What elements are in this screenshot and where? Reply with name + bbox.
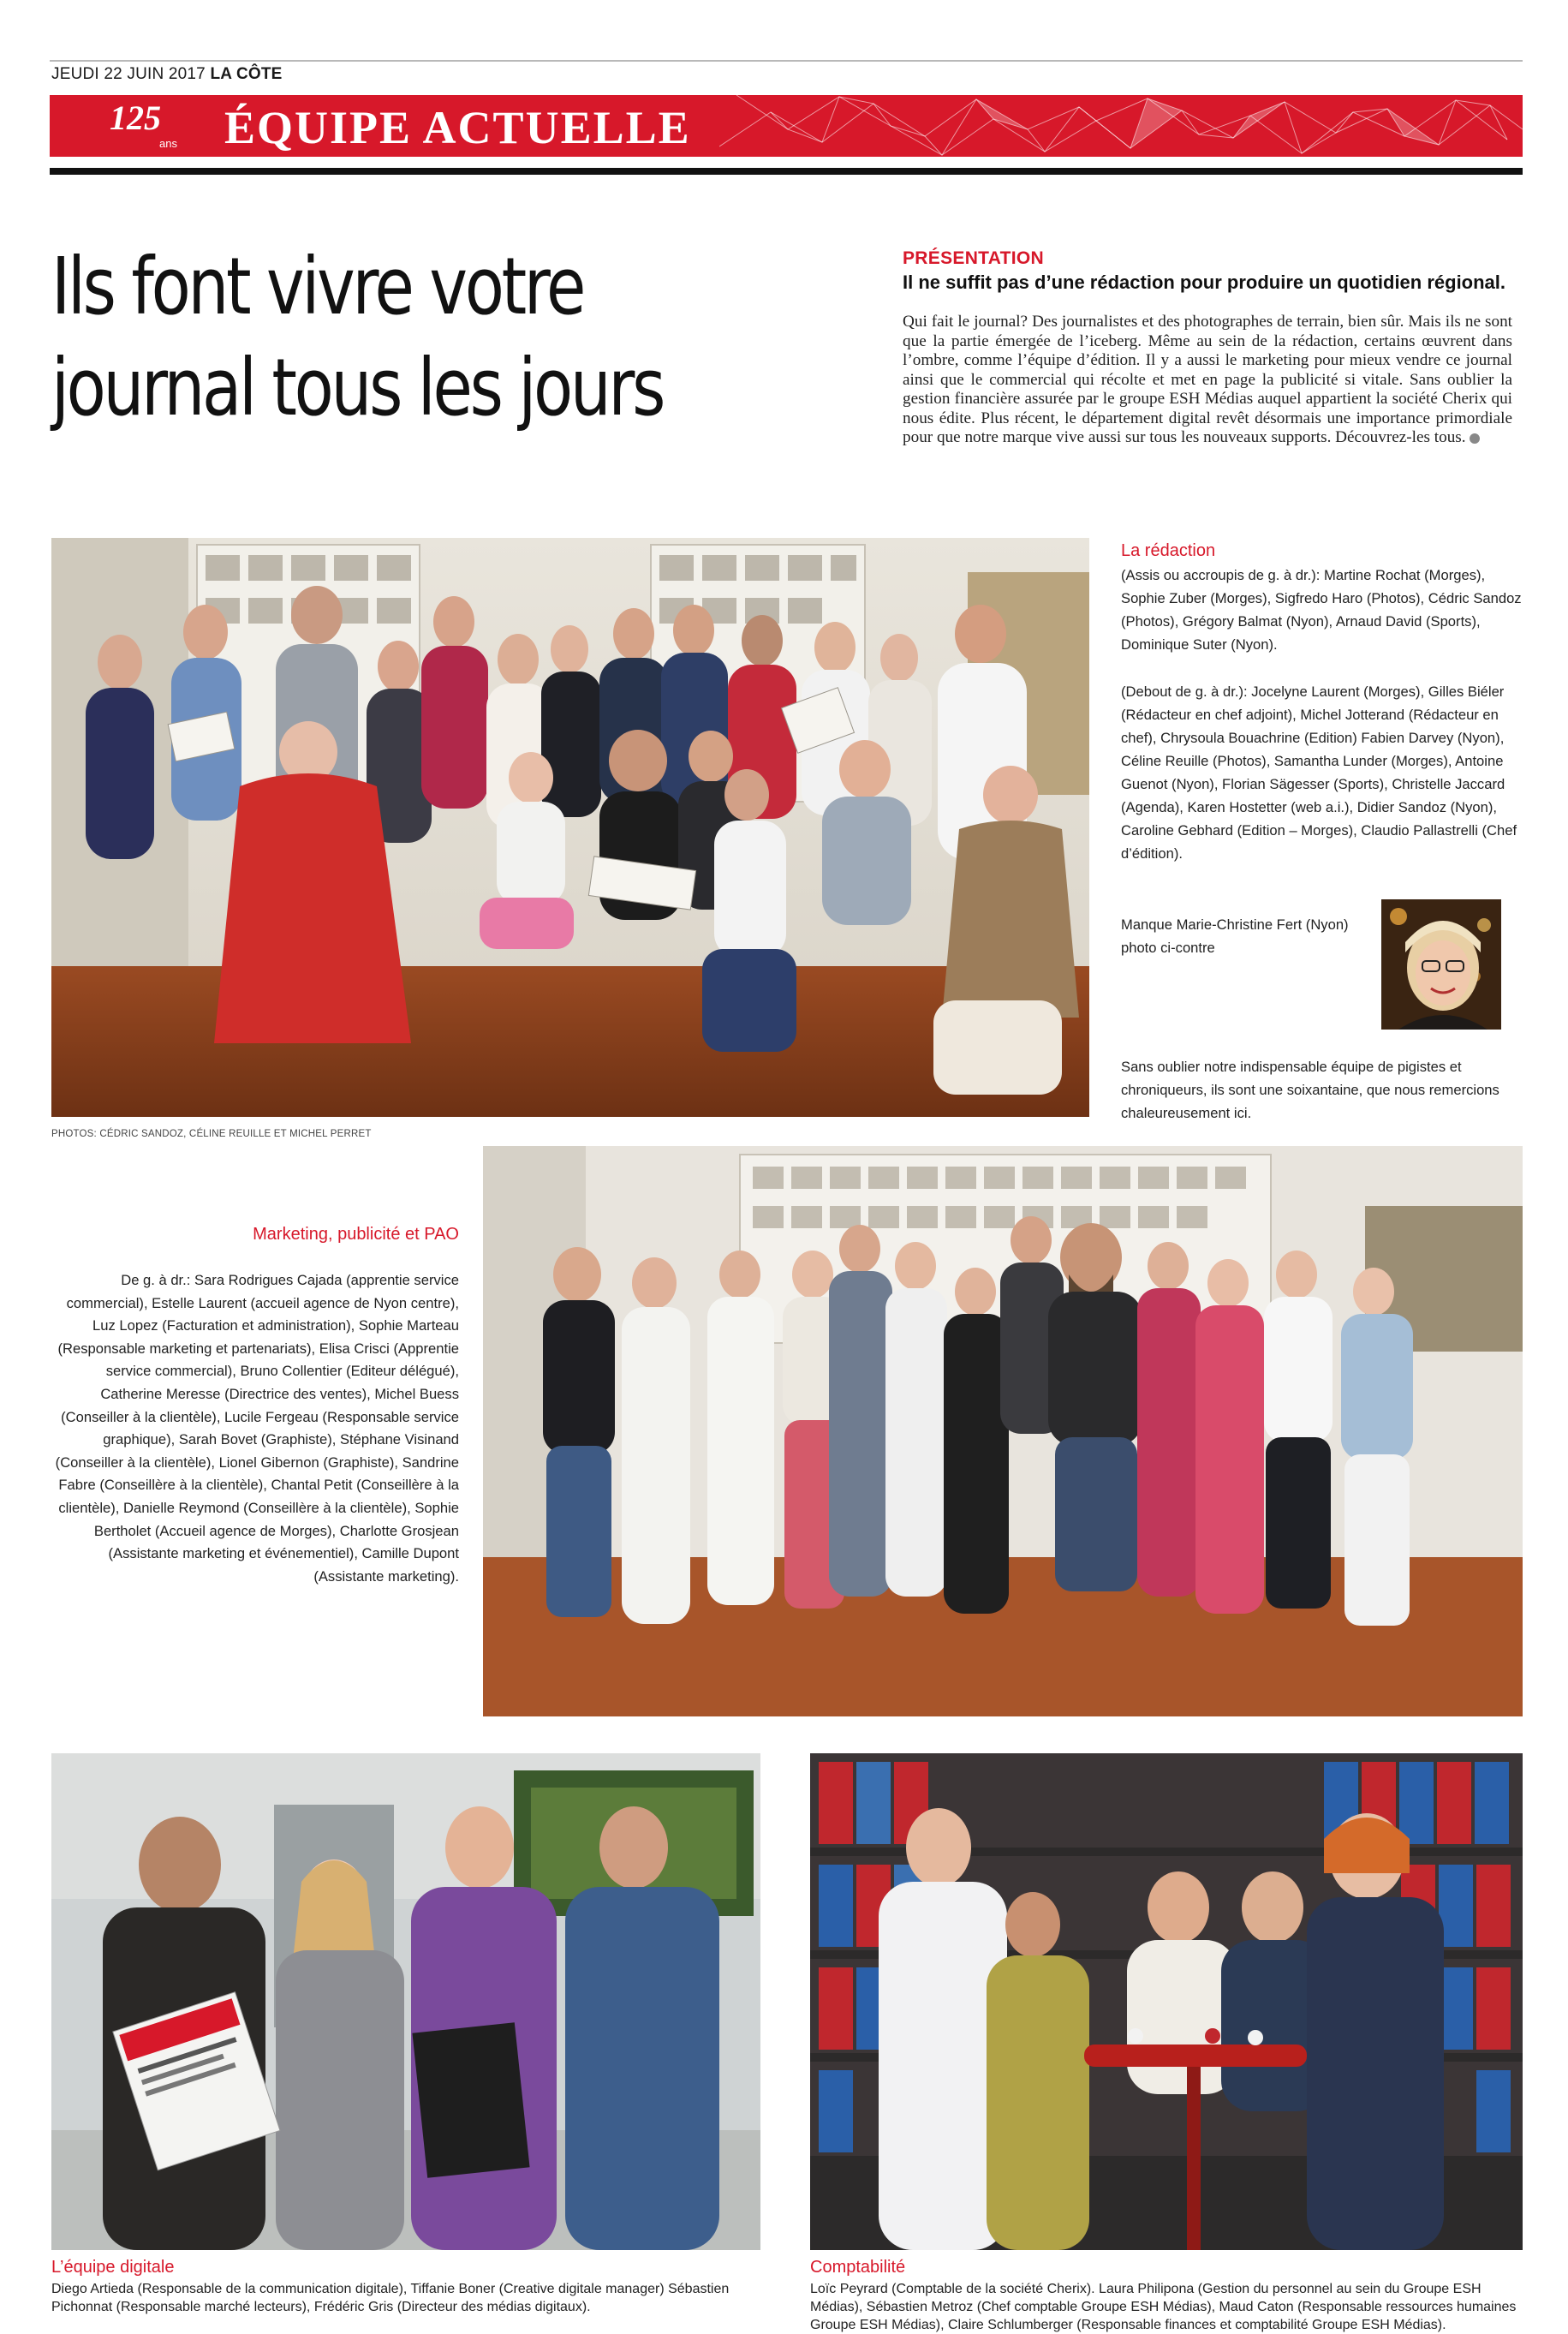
- presentation-text: Qui fait le journal? Des journalistes et des photographes de terrain, bien sûr. Mais ils ne sont que la partie émergée de l’iceberg. Même au sein de la rédaction, certains œuvrent dans l’ombre, comme l’équipe d’édition. Il y a aussi le marketing pour mieux vendre ce journal ainsi que le commercial qui récolte et met en page la publicité si vitale. Sans oublier la gestion financière assurée par le groupe ESH Médias auquel appartient la société Cherix qui nous édite. Plus récent, le département digital revêt désormais une importance primordiale pour que notre marque vive aussi sur tous les nouveaux supports. Découvrez-les tous.: [903, 313, 1512, 446]
- section-title: ÉQUIPE ACTUELLE: [224, 102, 691, 153]
- headline-line-1: Ils font vivre votre: [51, 241, 584, 332]
- redaction-standing-caption: (Debout de g. à dr.): Jocelyne Laurent (Morges), Gilles Biéler (Rédacteur en chef adjoint), Michel Jotterand (Rédacteur en chef), Chrysoula Bouachrine (Edition) Fabien Darvey (Nyon), Céline Reuille (Photos), Samantha Lunder (Morges), Antoine Guenot (Nyon), Florian Sägesser (Sports), Christelle Jaccard (Agenda), Karen Hostetter (web a.i.), Didier Sandoz (Nyon), Caroline Gebhard (Edition – Morges), Claudio Pallastrelli (Chef d’édition).: [1121, 683, 1517, 862]
- end-mark-icon: [1470, 433, 1480, 444]
- banner-pattern-decoration: [719, 95, 1523, 157]
- dateline: [51, 65, 283, 84]
- redaction-title: La rédaction: [1121, 541, 1216, 560]
- photo-redaction-team: [51, 538, 1089, 1117]
- banner-bottom-rule: [50, 168, 1523, 175]
- digital-title: L’équipe digitale: [51, 2258, 175, 2277]
- photo-accounting-team: [810, 1753, 1523, 2250]
- badge-subtitle: ans: [159, 137, 177, 150]
- presentation-body: [903, 313, 1512, 448]
- photo-digital-team: [51, 1753, 760, 2250]
- top-rule: [50, 60, 1523, 62]
- badge-number: 125: [110, 98, 161, 137]
- paper-name: LA CÔTE: [210, 65, 283, 83]
- headline: [51, 236, 725, 439]
- redaction-seated-caption: (Assis ou accroupis de g. à dr.): Martine Rochat (Morges), Sophie Zuber (Morges), Sigfredo Haro (Photos), Cédric Sandoz (Photos), Grégory Balmat (Nyon), Arnaud David (Sports), Dominique Suter (Nyon).: [1121, 567, 1522, 653]
- accounting-title: Comptabilité: [810, 2258, 906, 2277]
- redaction-missing-caption: Manque Marie-Christine Fert (Nyon) photo ci-contre: [1121, 916, 1349, 956]
- accounting-caption: Loïc Peyrard (Comptable de la société Cherix). Laura Philipona (Gestion du personnel au sein du Groupe ESH Médias), Sébastien Metroz (Chef comptable Groupe ESH Médias), Maud Caton (Responsable ressources humaines Groupe ESH Médias), Claire Schlumberger (Responsable finances et comptabilité Groupe ESH Médias).: [810, 2282, 1517, 2332]
- anniversary-badge: [58, 99, 195, 154]
- photo-credit: PHOTOS: CÉDRIC SANDOZ, CÉLINE REUILLE ET MICHEL PERRET: [51, 1129, 372, 1139]
- issue-date: JEUDI 22 JUIN 2017: [51, 65, 206, 83]
- headline-line-2: journal tous les jours: [51, 342, 664, 433]
- marketing-caption: De g. à dr.: Sara Rodrigues Cajada (apprentie service commercial), Estelle Laurent (accueil agence de Nyon centre), Luz Lopez (Facturation et administration), Sophie Marteau (Responsable marketing et partenariats), Elisa Crisci (Apprentie service commercial), Bruno Collentier (Editeur délégué), Catherine Meresse (Directrice des ventes), Michel Buess (Conseiller à la clientèle), Lucile Fergeau (Responsable service graphique), Sarah Bovet (Graphiste), Stéphane Visinand (Conseiller à la clientèle), Lionel Gibernon (Graphiste), Sandrine Fabre (Conseillère à la clientèle), Chantal Petit (Conseillère à la clientèle), Danielle Reymond (Conseillère à la clientèle), Sophie Bertholet (Accueil agence de Morges), Charlotte Grosjean (Assistante marketing et événementiel), Camille Dupont (Assistante marketing).: [55, 1272, 459, 1585]
- presentation-kicker: PRÉSENTATION: [903, 248, 1044, 268]
- presentation-lead: Il ne suffit pas d’une rédaction pour produire un quotidien régional.: [903, 272, 1506, 293]
- digital-caption: Diego Artieda (Responsable de la communication digitale), Tiffanie Boner (Creative digitale manager) Sébastien Pichonnat (Responsable marché lecteurs), Frédéric Gris (Directeur des médias digitaux).: [51, 2282, 730, 2314]
- photo-marketing-team: [483, 1146, 1523, 1716]
- marketing-title: Marketing, publicité et PAO: [253, 1225, 459, 1244]
- portrait-marie-christine-fert: [1381, 899, 1501, 1030]
- pigistes-note: Sans oublier notre indispensable équipe de pigistes et chroniqueurs, ils sont une soixantaine, que nous remercions chaleureusement ici.: [1121, 1059, 1499, 1121]
